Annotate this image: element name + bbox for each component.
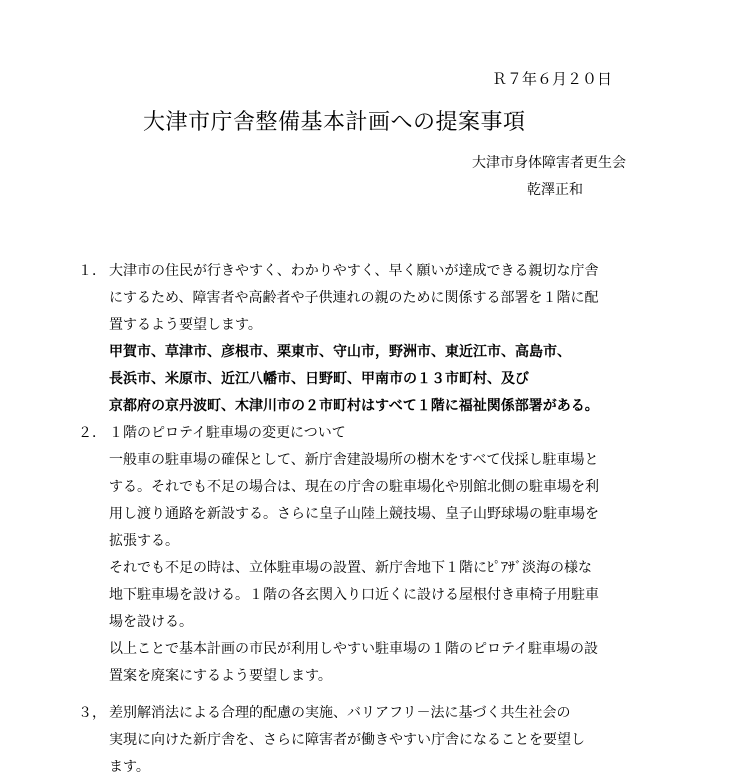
item-line: 大津市の住民が行きやすく、わかりやすく、早く願いが達成できる親切な庁舎	[109, 263, 599, 279]
item-line: 地下駐車場を設ける。１階の各玄関入り口近くに設ける屋根付き車椅子用駐車	[109, 587, 599, 603]
item-number: ３，	[78, 705, 106, 721]
item-line: それでも不足の時は、立体駐車場の設置、新庁舎地下１階にﾋﾟｱｻﾞ淡海の様な	[109, 560, 592, 576]
date: Ｒ７年６月２０日	[492, 70, 613, 88]
item-number: ２．	[78, 425, 106, 441]
item-line: 置するよう要望します。	[109, 317, 262, 333]
document-title: 大津市庁舎整備基本計画への提案事項	[143, 110, 526, 135]
item-line: 以上ことで基本計画の市民が利用しやすい駐車場の１階のピロテイ駐車場の設	[109, 641, 599, 657]
item-line: 置案を廃案にするよう要望します。	[109, 668, 332, 684]
item-bold-line: 長浜市、米原市、近江八幡市、日野町、甲南市の１３市町村、及び	[109, 371, 529, 387]
organization-name: 大津市身体障害者更生会	[472, 155, 626, 171]
item-line: 場を設ける。	[109, 614, 193, 630]
item-line: にするため、障害者や高齢者や子供連れの親のために関係する部署を１階に配	[109, 290, 599, 306]
item-line: 差別解消法による合理的配慮の実施、バリアフリ－法に基づく共生社会の	[109, 705, 571, 721]
item-bold-line: 京都府の京丹波町、木津川市の２市町村はすべて１階に福祉関係部署がある。	[109, 398, 599, 414]
item-line: 一般車の駐車場の確保として、新庁舎建設場所の樹木をすべて伐採し駐車場と	[109, 452, 599, 468]
item-line: する。それでも不足の場合は、現在の庁舎の駐車場化や別館北側の駐車場を利	[109, 479, 599, 495]
item-line: 実現に向けた新庁舎を、さらに障害者が働きやすい庁舎になることを要望し	[109, 732, 585, 748]
item-heading: １階のピロテイ駐車場の変更について	[109, 425, 346, 441]
item-line: 拡張する。	[109, 533, 179, 549]
item-number: １．	[78, 263, 106, 279]
item-line: ます。	[109, 759, 150, 775]
author-name: 乾澤正和	[527, 182, 583, 198]
item-line: 用し渡り通路を新設する。さらに皇子山陸上競技場、皇子山野球場の駐車場を	[109, 506, 599, 522]
item-bold-line: 甲賀市、草津市、彦根市、栗東市、守山市，野洲市、東近江市、高島市、	[109, 344, 571, 360]
